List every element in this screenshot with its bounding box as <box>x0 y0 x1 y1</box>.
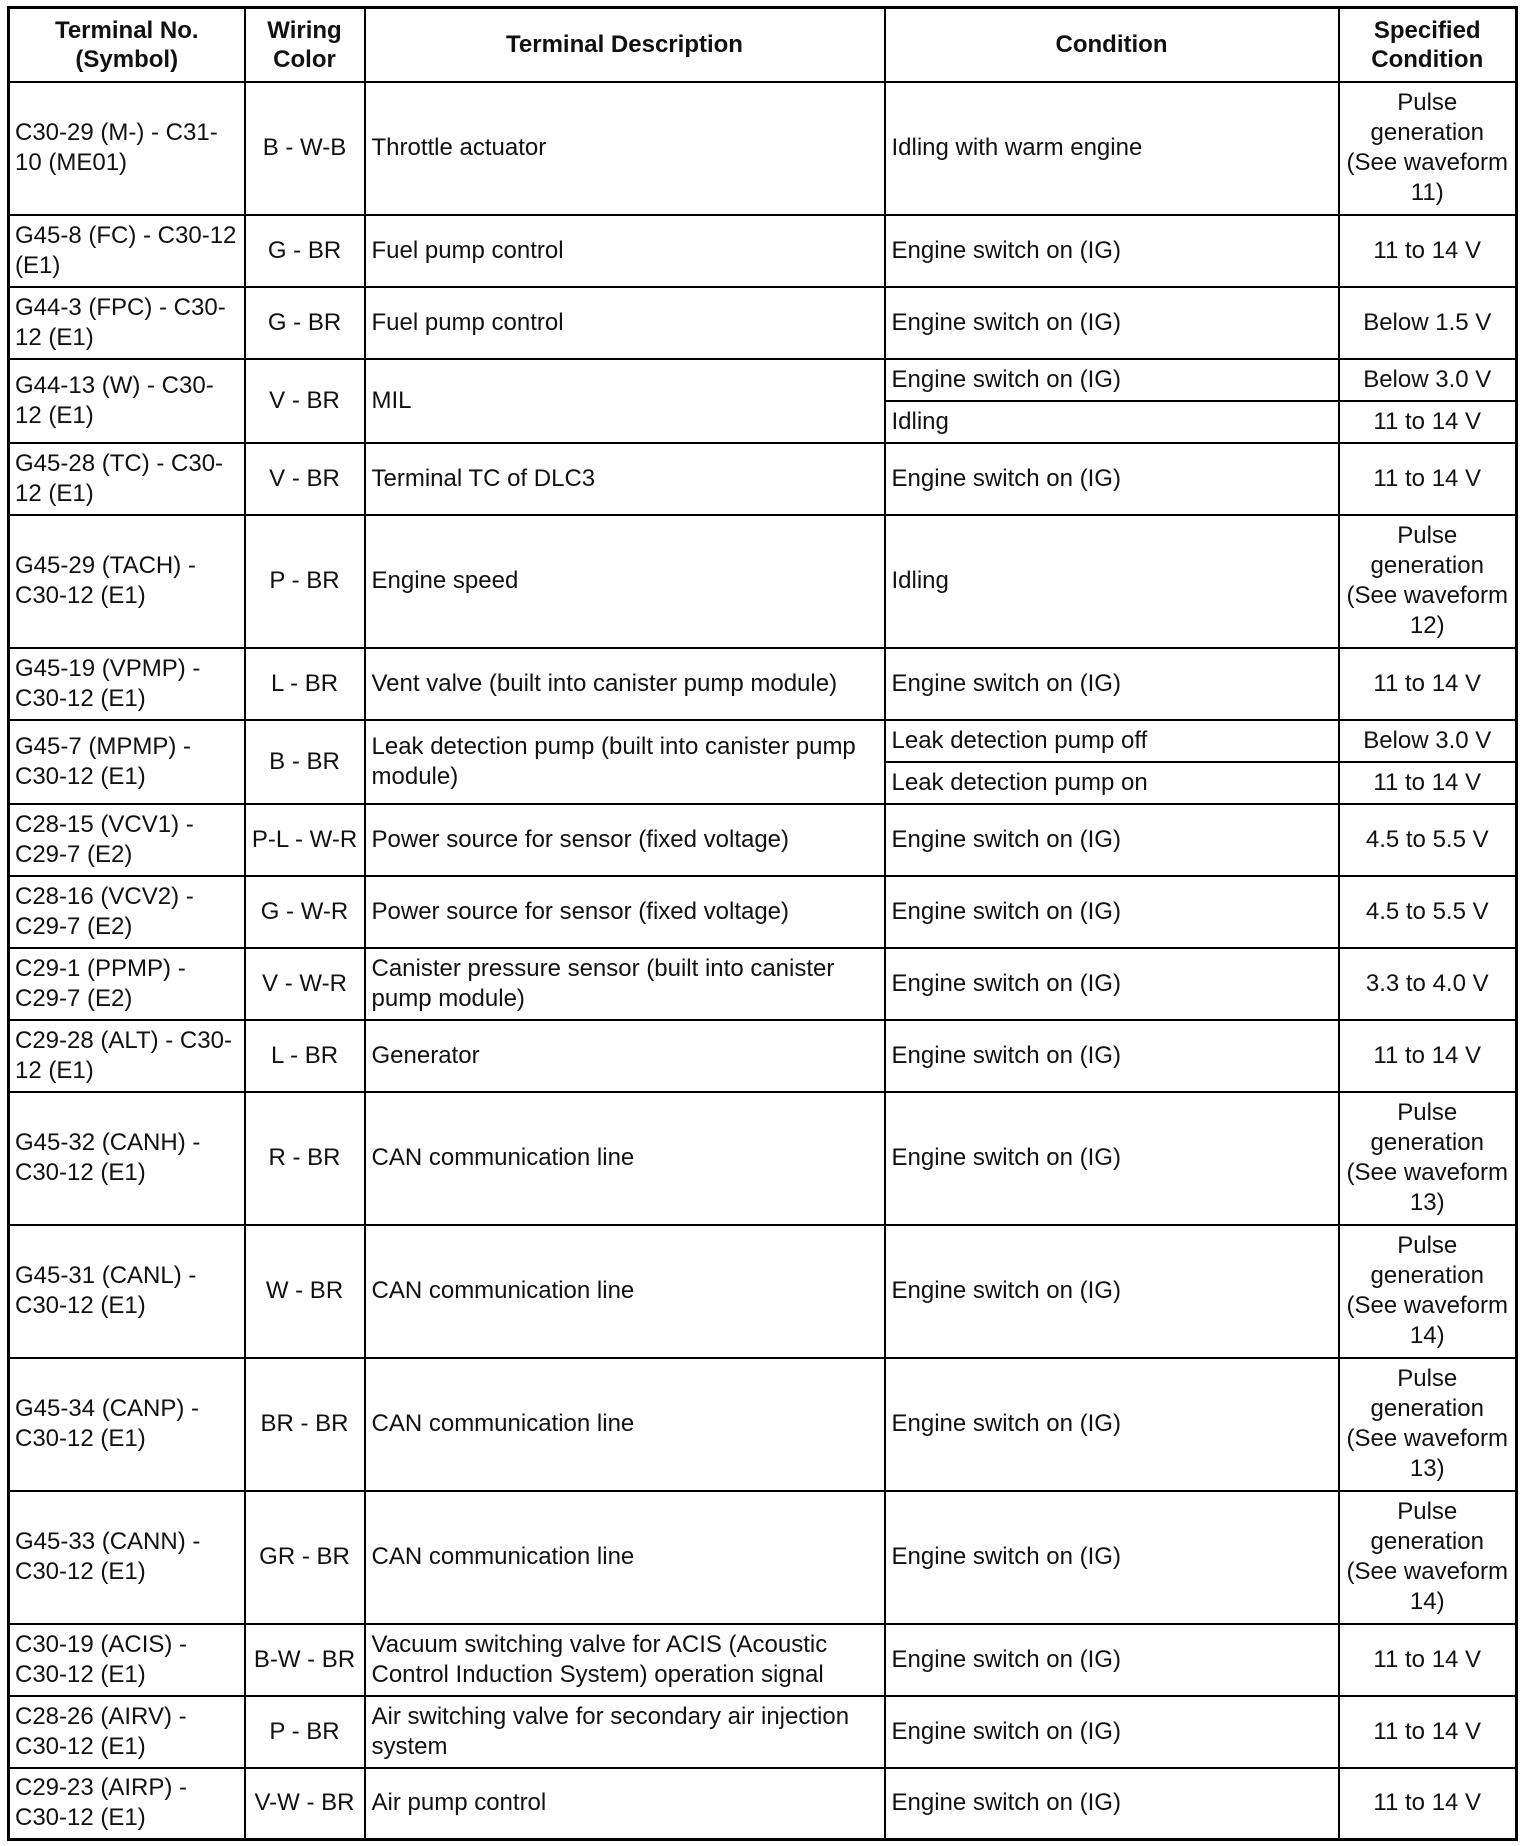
header-row <box>9 8 1517 82</box>
specified-condition-cell: 11 to 14 V <box>1339 1020 1517 1092</box>
header-description: Terminal Description <box>365 8 885 82</box>
terminal-cell: G44-3 (FPC) - C30-12 (E1) <box>9 287 245 359</box>
table-row <box>9 948 1517 1020</box>
terminal-cell: G45-34 (CANP) - C30-12 (E1) <box>9 1358 245 1491</box>
condition-cell: Leak detection pump on <box>885 762 1339 804</box>
wiring-color-cell: V - BR <box>245 443 365 515</box>
wiring-color-cell: B-W - BR <box>245 1624 365 1696</box>
wiring-color-cell: P-L - W-R <box>245 804 365 876</box>
description-cell: Throttle actuator <box>365 82 885 215</box>
wiring-color-cell: L - BR <box>245 1020 365 1092</box>
condition-cell: Idling <box>885 401 1339 443</box>
terminal-cell: C29-28 (ALT) - C30-12 (E1) <box>9 1020 245 1092</box>
condition-cell: Engine switch on (IG) <box>885 1696 1339 1768</box>
condition-cell: Engine switch on (IG) <box>885 443 1339 515</box>
table-sub-row <box>9 359 1517 401</box>
table-row <box>9 804 1517 876</box>
table-row <box>9 287 1517 359</box>
specified-condition-cell: Pulse generation (See waveform 13) <box>1339 1092 1517 1225</box>
header-terminal: Terminal No. (Symbol) <box>9 8 245 82</box>
condition-cell: Engine switch on (IG) <box>885 648 1339 720</box>
specified-condition-cell: 11 to 14 V <box>1339 1624 1517 1696</box>
condition-cell: Engine switch on (IG) <box>885 1768 1339 1840</box>
terminal-cell: C28-26 (AIRV) - C30-12 (E1) <box>9 1696 245 1768</box>
table-row <box>9 1020 1517 1092</box>
terminal-cell: C28-16 (VCV2) - C29-7 (E2) <box>9 876 245 948</box>
description-cell: Engine speed <box>365 515 885 648</box>
terminal-table <box>7 6 1518 1841</box>
description-cell: Fuel pump control <box>365 287 885 359</box>
terminal-cell: C29-23 (AIRP) - C30-12 (E1) <box>9 1768 245 1840</box>
description-cell: Vacuum switching valve for ACIS (Acoustic Control Induction System) operation signal <box>365 1624 885 1696</box>
description-cell: Canister pressure sensor (built into canister pump module) <box>365 948 885 1020</box>
condition-cell: Engine switch on (IG) <box>885 287 1339 359</box>
table-row <box>9 1696 1517 1768</box>
specified-condition-cell: Pulse generation (See waveform 13) <box>1339 1358 1517 1491</box>
terminal-cell: G45-31 (CANL) - C30-12 (E1) <box>9 1225 245 1358</box>
description-cell: MIL <box>365 359 885 443</box>
specified-condition-cell: Below 1.5 V <box>1339 287 1517 359</box>
description-cell: CAN communication line <box>365 1225 885 1358</box>
specified-condition-cell: 11 to 14 V <box>1339 1768 1517 1840</box>
terminal-cell: C29-1 (PPMP) - C29-7 (E2) <box>9 948 245 1020</box>
condition-cell: Engine switch on (IG) <box>885 948 1339 1020</box>
description-cell: CAN communication line <box>365 1358 885 1491</box>
specified-condition-cell: 11 to 14 V <box>1339 762 1517 804</box>
description-cell: Leak detection pump (built into canister pump module) <box>365 720 885 804</box>
wiring-color-cell: L - BR <box>245 648 365 720</box>
condition-cell: Leak detection pump off <box>885 720 1339 762</box>
description-cell: Power source for sensor (fixed voltage) <box>365 804 885 876</box>
terminal-cell: G44-13 (W) - C30-12 (E1) <box>9 359 245 443</box>
table-row <box>9 215 1517 287</box>
terminal-cell: G45-33 (CANN) - C30-12 (E1) <box>9 1491 245 1624</box>
description-cell: Air switching valve for secondary air injection system <box>365 1696 885 1768</box>
description-cell: Power source for sensor (fixed voltage) <box>365 876 885 948</box>
terminal-cell: G45-29 (TACH) - C30-12 (E1) <box>9 515 245 648</box>
description-cell: CAN communication line <box>365 1491 885 1624</box>
specified-condition-cell: Pulse generation (See waveform 12) <box>1339 515 1517 648</box>
wiring-color-cell: V-W - BR <box>245 1768 365 1840</box>
wiring-color-cell: W - BR <box>245 1225 365 1358</box>
condition-cell: Engine switch on (IG) <box>885 1624 1339 1696</box>
table-row <box>9 1225 1517 1358</box>
table-row <box>9 443 1517 515</box>
condition-cell: Engine switch on (IG) <box>885 1225 1339 1358</box>
condition-cell: Idling <box>885 515 1339 648</box>
header-specified-condition: Specified Condition <box>1339 8 1517 82</box>
wiring-color-cell: BR - BR <box>245 1358 365 1491</box>
terminal-cell: G45-28 (TC) - C30-12 (E1) <box>9 443 245 515</box>
specified-condition-cell: Pulse generation (See waveform 11) <box>1339 82 1517 215</box>
terminal-cell: G45-19 (VPMP) - C30-12 (E1) <box>9 648 245 720</box>
table-row <box>9 648 1517 720</box>
table-row <box>9 1768 1517 1840</box>
terminal-table-container <box>7 6 1518 1841</box>
table-row <box>9 1491 1517 1624</box>
table-row <box>9 1358 1517 1491</box>
condition-cell: Engine switch on (IG) <box>885 1491 1339 1624</box>
description-cell: CAN communication line <box>365 1092 885 1225</box>
specified-condition-cell: Below 3.0 V <box>1339 720 1517 762</box>
table-row <box>9 82 1517 215</box>
condition-cell: Engine switch on (IG) <box>885 1020 1339 1092</box>
wiring-color-cell: V - W-R <box>245 948 365 1020</box>
table-sub-row <box>9 720 1517 762</box>
condition-cell: Engine switch on (IG) <box>885 876 1339 948</box>
wiring-color-cell: G - BR <box>245 215 365 287</box>
specified-condition-cell: 4.5 to 5.5 V <box>1339 804 1517 876</box>
description-cell: Fuel pump control <box>365 215 885 287</box>
header-wiring-color: Wiring Color <box>245 8 365 82</box>
wiring-color-cell: P - BR <box>245 515 365 648</box>
terminal-cell: G45-32 (CANH) - C30-12 (E1) <box>9 1092 245 1225</box>
specified-condition-cell: Below 3.0 V <box>1339 359 1517 401</box>
condition-cell: Engine switch on (IG) <box>885 1358 1339 1491</box>
table-row <box>9 1624 1517 1696</box>
description-cell: Generator <box>365 1020 885 1092</box>
terminal-cell: C30-29 (M-) - C31-10 (ME01) <box>9 82 245 215</box>
wiring-color-cell: P - BR <box>245 1696 365 1768</box>
specified-condition-cell: Pulse generation (See waveform 14) <box>1339 1225 1517 1358</box>
condition-cell: Engine switch on (IG) <box>885 359 1339 401</box>
wiring-color-cell: R - BR <box>245 1092 365 1225</box>
description-cell: Terminal TC of DLC3 <box>365 443 885 515</box>
specified-condition-cell: 3.3 to 4.0 V <box>1339 948 1517 1020</box>
table-row <box>9 1092 1517 1225</box>
specified-condition-cell: 11 to 14 V <box>1339 1696 1517 1768</box>
specified-condition-cell: Pulse generation (See waveform 14) <box>1339 1491 1517 1624</box>
wiring-color-cell: B - BR <box>245 720 365 804</box>
header-condition: Condition <box>885 8 1339 82</box>
wiring-color-cell: GR - BR <box>245 1491 365 1624</box>
wiring-color-cell: V - BR <box>245 359 365 443</box>
specified-condition-cell: 11 to 14 V <box>1339 215 1517 287</box>
terminal-cell: G45-8 (FC) - C30-12 (E1) <box>9 215 245 287</box>
wiring-color-cell: G - W-R <box>245 876 365 948</box>
description-cell: Air pump control <box>365 1768 885 1840</box>
terminal-cell: C28-15 (VCV1) - C29-7 (E2) <box>9 804 245 876</box>
table-body <box>9 82 1517 1840</box>
wiring-color-cell: B - W-B <box>245 82 365 215</box>
specified-condition-cell: 11 to 14 V <box>1339 443 1517 515</box>
specified-condition-cell: 4.5 to 5.5 V <box>1339 876 1517 948</box>
wiring-color-cell: G - BR <box>245 287 365 359</box>
condition-cell: Idling with warm engine <box>885 82 1339 215</box>
condition-cell: Engine switch on (IG) <box>885 215 1339 287</box>
condition-cell: Engine switch on (IG) <box>885 804 1339 876</box>
condition-cell: Engine switch on (IG) <box>885 1092 1339 1225</box>
terminal-cell: G45-7 (MPMP) - C30-12 (E1) <box>9 720 245 804</box>
specified-condition-cell: 11 to 14 V <box>1339 648 1517 720</box>
description-cell: Vent valve (built into canister pump module) <box>365 648 885 720</box>
table-row <box>9 876 1517 948</box>
table-row <box>9 515 1517 648</box>
terminal-cell: C30-19 (ACIS) - C30-12 (E1) <box>9 1624 245 1696</box>
specified-condition-cell: 11 to 14 V <box>1339 401 1517 443</box>
